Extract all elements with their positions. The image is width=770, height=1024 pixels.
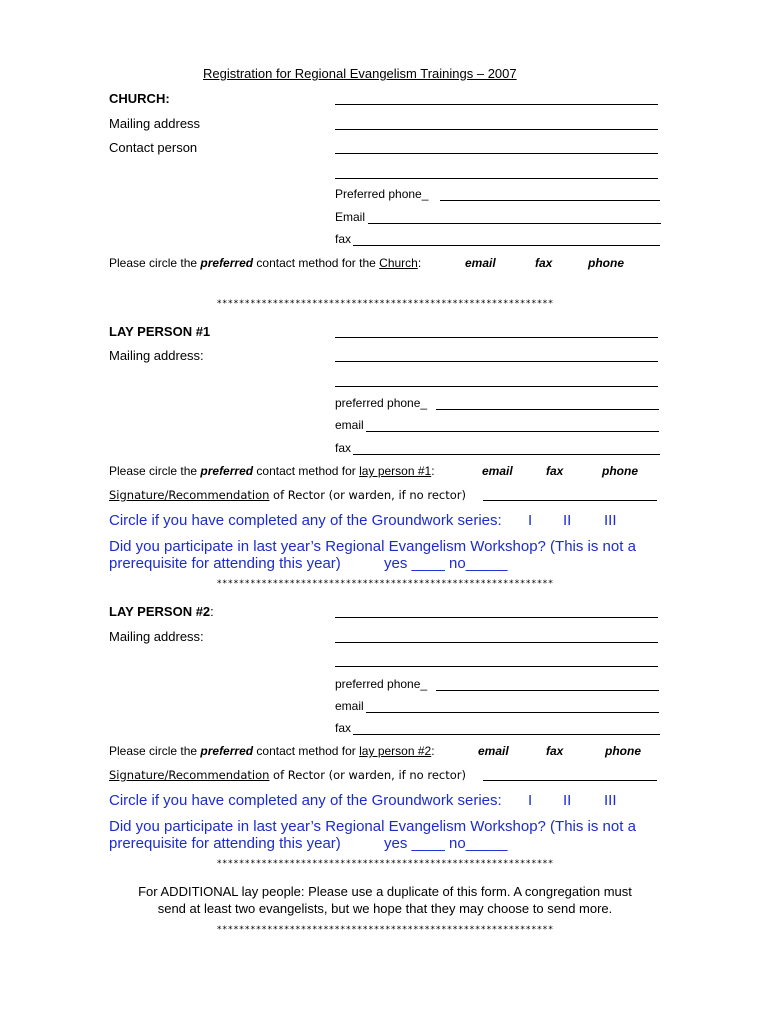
lay1-label: LAY PERSON #1: [109, 324, 211, 339]
lay1-option-phone[interactable]: phone: [602, 464, 638, 478]
church-circle-instruction: Please circle the preferred contact method for the Church:: [109, 256, 422, 270]
lay2-groundwork-2[interactable]: II: [563, 792, 572, 809]
page-title: Registration for Regional Evangelism Trainings – 2007: [203, 66, 517, 81]
church-contact-label: Contact person: [109, 140, 198, 155]
lay2-mailing-field-2[interactable]: [335, 666, 658, 667]
lay2-signature-field[interactable]: [483, 780, 657, 781]
lay2-yes-no-field[interactable]: yes ____ no_____: [384, 835, 508, 852]
separator: ************************************************************: [216, 579, 554, 589]
footer-note-line2: send at least two evangelists, but we hope that they may choose to send more.: [157, 901, 613, 916]
church-email-label: Email: [335, 210, 366, 224]
separator: ************************************************************: [216, 859, 554, 869]
church-mailing-field[interactable]: [335, 129, 658, 130]
lay1-email-field[interactable]: [366, 431, 659, 432]
lay1-groundwork-1[interactable]: I: [528, 512, 533, 529]
lay2-fax-label: fax: [335, 721, 352, 735]
lay2-groundwork-1[interactable]: I: [528, 792, 533, 809]
lay1-option-fax[interactable]: fax: [546, 464, 564, 478]
church-email-field[interactable]: [368, 223, 661, 224]
lay2-signature-label: Signature/Recommendation of Rector (or warden, if no rector): [109, 768, 466, 782]
church-option-email[interactable]: email: [465, 256, 496, 270]
lay1-mailing-label: Mailing address:: [109, 348, 204, 363]
church-contact-field[interactable]: [335, 153, 658, 154]
lay1-option-email[interactable]: email: [482, 464, 513, 478]
lay2-mailing-label: Mailing address:: [109, 629, 204, 644]
lay2-email-field[interactable]: [366, 712, 659, 713]
church-option-fax[interactable]: fax: [535, 256, 553, 270]
lay2-label: LAY PERSON #2:: [109, 604, 214, 619]
lay2-workshop-question-line2: prerequisite for attending this year): [109, 835, 341, 852]
lay2-mailing-field[interactable]: [335, 642, 658, 643]
lay2-option-fax[interactable]: fax: [546, 744, 564, 758]
lay2-groundwork-question: Circle if you have completed any of the Groundwork series:: [109, 792, 502, 809]
church-phone-field[interactable]: [440, 200, 660, 201]
church-label: CHURCH:: [109, 91, 170, 106]
lay1-mailing-field[interactable]: [335, 361, 658, 362]
lay1-groundwork-2[interactable]: II: [563, 512, 572, 529]
lay2-phone-label: preferred phone_: [335, 677, 428, 691]
lay2-phone-field[interactable]: [436, 690, 659, 691]
lay1-fax-field[interactable]: [353, 454, 660, 455]
lay1-signature-label: Signature/Recommendation of Rector (or warden, if no rector): [109, 488, 466, 502]
church-contact-field-2[interactable]: [335, 178, 658, 179]
lay1-fax-label: fax: [335, 441, 352, 455]
lay1-groundwork-question: Circle if you have completed any of the Groundwork series:: [109, 512, 502, 529]
lay2-workshop-question-line1: Did you participate in last year’s Regional Evangelism Workshop? (This is not a: [109, 818, 636, 835]
footer-note-line1: For ADDITIONAL lay people: Please use a duplicate of this form. A congregation must: [138, 884, 632, 899]
church-name-field[interactable]: [335, 104, 658, 105]
lay1-email-label: email: [335, 418, 364, 432]
separator: ************************************************************: [216, 299, 554, 309]
lay1-workshop-question-line2: prerequisite for attending this year): [109, 555, 341, 572]
lay1-circle-instruction: Please circle the preferred contact method for lay person #1:: [109, 464, 435, 478]
lay1-workshop-question-line1: Did you participate in last year’s Regional Evangelism Workshop? (This is not a: [109, 538, 636, 555]
church-mailing-label: Mailing address: [109, 116, 201, 131]
lay1-name-field[interactable]: [335, 337, 658, 338]
church-fax-label: fax: [335, 232, 352, 246]
lay1-groundwork-3[interactable]: III: [604, 512, 617, 529]
lay2-groundwork-3[interactable]: III: [604, 792, 617, 809]
lay2-email-label: email: [335, 699, 364, 713]
lay2-option-phone[interactable]: phone: [605, 744, 641, 758]
lay1-signature-field[interactable]: [483, 500, 657, 501]
church-option-phone[interactable]: phone: [588, 256, 624, 270]
separator: ************************************************************: [216, 925, 554, 935]
lay1-phone-label: preferred phone_: [335, 396, 428, 410]
church-fax-field[interactable]: [353, 245, 660, 246]
lay2-fax-field[interactable]: [353, 734, 660, 735]
church-phone-label: Preferred phone_: [335, 187, 429, 201]
lay2-option-email[interactable]: email: [478, 744, 509, 758]
lay1-phone-field[interactable]: [436, 409, 659, 410]
lay2-circle-instruction: Please circle the preferred contact method for lay person #2:: [109, 744, 435, 758]
lay1-mailing-field-2[interactable]: [335, 386, 658, 387]
lay2-name-field[interactable]: [335, 617, 658, 618]
lay1-yes-no-field[interactable]: yes ____ no_____: [384, 555, 508, 572]
